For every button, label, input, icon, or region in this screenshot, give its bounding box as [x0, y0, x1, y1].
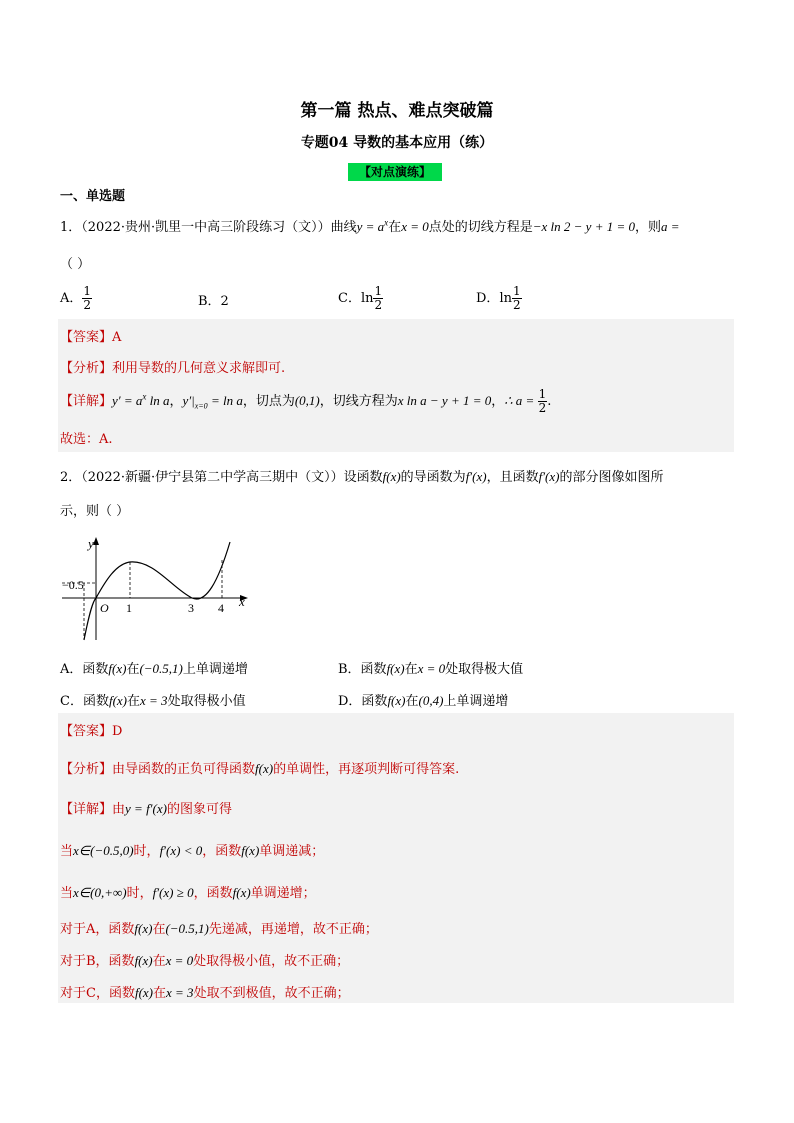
derivative: y′ = a — [112, 393, 143, 408]
q1-stem-text: ，则 — [635, 220, 662, 235]
derivative-at-0: y′| — [182, 393, 195, 408]
fpx: f′(x) — [465, 469, 487, 484]
analysis-tag: 【分析】 — [60, 762, 113, 777]
option-label: C． — [338, 291, 361, 306]
choose-text: 故选：A. — [60, 432, 113, 447]
option-text: A．函数 — [60, 662, 109, 677]
fraction — [373, 285, 383, 312]
interval: x∈(−0.5,0) — [73, 843, 134, 858]
option-text: 在 — [404, 662, 418, 677]
q1-solution-box — [58, 319, 734, 452]
fx: f(x) — [108, 661, 127, 676]
fraction-den: 2 — [538, 401, 547, 415]
detail-text: 当 — [60, 844, 74, 859]
q2-answer — [60, 720, 122, 739]
q1-tangent: −x ln 2 − y + 1 = 0 — [532, 219, 635, 234]
detail-text: 单调递增； — [250, 886, 316, 901]
fx: f(x) — [232, 885, 251, 900]
option-text: 在 — [126, 662, 140, 677]
tangent-line: x ln a − y + 1 = 0 — [397, 393, 492, 408]
fx: f(x) — [108, 693, 127, 708]
q2-analysis — [60, 758, 459, 777]
fraction-num: 1 — [374, 284, 383, 298]
q1-stem-text: 点处的切线方程是 — [428, 220, 533, 235]
conclusion: ∴ a = — [504, 393, 538, 408]
interval: (0,4) — [418, 693, 444, 708]
option-text: D．函数 — [338, 694, 388, 709]
detail-text: ，函数 — [193, 886, 233, 901]
punct: ， — [491, 394, 505, 409]
q2-stem-line2: 示，则（ ） — [60, 504, 130, 519]
q1-answer — [60, 326, 121, 345]
q1-option-d — [476, 285, 522, 312]
q2-detail-line4 — [60, 950, 349, 969]
ln: ln — [360, 291, 374, 306]
detail-text: 当 — [60, 886, 74, 901]
q1-x0: x = 0 — [401, 219, 429, 234]
fraction-num: 1 — [538, 387, 547, 401]
q1-detail — [60, 388, 551, 415]
answer-tag: 【答案】 — [60, 724, 113, 739]
option-label: A． — [60, 291, 83, 306]
detail-text: ，切点为 — [242, 394, 295, 409]
fx: f(x) — [134, 921, 153, 936]
option-label: D． — [476, 291, 500, 306]
analysis-text: 的单调性，再逐项判断可得答案. — [273, 762, 460, 777]
q1-choose — [60, 428, 113, 447]
q2-detail-line5 — [60, 982, 350, 1001]
detail-text: 的图象可得 — [166, 802, 232, 817]
y-axis-arrow — [93, 537, 99, 545]
fx: f(x) — [386, 661, 405, 676]
q2-detail-line2 — [60, 882, 316, 901]
interval: x∈(0,+∞) — [73, 885, 127, 900]
fx: f(x) — [255, 761, 274, 776]
answer-value: D — [112, 724, 123, 739]
q1-formula-sup: x — [384, 217, 389, 228]
analysis-text: 由导函数的正负可得函数 — [112, 762, 256, 777]
tick-label: 4 — [218, 601, 224, 615]
q2-option-d — [338, 690, 508, 709]
q2-stem-text: 的导函数为 — [400, 470, 466, 485]
detail-text: ，切线方程为 — [319, 394, 398, 409]
tick-label: 3 — [188, 601, 194, 615]
fraction — [82, 285, 92, 312]
practice-badge: 【对点演练】 — [348, 163, 442, 181]
detail-text: 单调递减； — [259, 844, 325, 859]
detail-text: 先递减，再递增，故不正确； — [208, 922, 378, 937]
fraction — [538, 388, 548, 415]
q1-stem-text: 1．（2022·贵州·凯里一中高三阶段练习（文））曲线 — [60, 220, 357, 235]
fx: f(x) — [382, 469, 401, 484]
fx: f(x) — [134, 953, 153, 968]
detail-text: 处取不到极值，故不正确； — [193, 986, 350, 1001]
option-text: C．函数 — [60, 694, 109, 709]
x-value: x = 3 — [140, 693, 168, 708]
inequality: f′(x) ≥ 0 — [152, 885, 194, 900]
detail-text: ，函数 — [202, 844, 242, 859]
fpx: f′(x) — [538, 469, 560, 484]
q1-option-c — [338, 285, 383, 312]
detail-text: 时， — [133, 844, 160, 859]
fraction-num: 1 — [83, 284, 92, 298]
punct: . — [547, 394, 552, 409]
q1-paren: （ ） — [60, 257, 91, 272]
detail-text: 在 — [152, 922, 166, 937]
page-title: 第一篇 热点、难点突破篇 — [300, 101, 494, 121]
option-text: B．函数 — [338, 662, 387, 677]
option-text: 处取得极大值 — [445, 662, 524, 677]
derivative-value: = ln a — [207, 393, 243, 408]
option-text: 处取得极小值 — [167, 694, 246, 709]
q1-a: a = — [661, 219, 680, 234]
origin-label: O — [100, 601, 109, 615]
x-value: x = 3 — [166, 985, 194, 1000]
q1-stem — [60, 216, 680, 235]
x-label: x — [239, 594, 245, 609]
fx: f(x) — [387, 693, 406, 708]
tick-label: −0.5 — [62, 578, 84, 592]
x-value: x = 0 — [417, 661, 446, 676]
detail-text: 时， — [126, 886, 153, 901]
tick-label: 1 — [126, 601, 132, 615]
option-text: 在 — [127, 694, 141, 709]
derivative-curve — [84, 542, 230, 640]
q2-stem-text: ，且函数 — [486, 470, 539, 485]
derivative-sub: x=0 — [194, 401, 208, 411]
q2-detail — [60, 798, 232, 817]
option-text: 上单调递增 — [443, 694, 509, 709]
fraction-den: 2 — [374, 298, 383, 312]
q2-option-a — [60, 658, 248, 677]
derivative-ln: ln a — [146, 393, 170, 408]
detail-text: 对于A，函数 — [60, 922, 135, 937]
q2-stem-text: 2．（2022·新疆·伊宁县第二中学高三期中（文））设函数 — [60, 470, 383, 485]
q2-detail-line3 — [60, 918, 378, 937]
fraction-den: 2 — [83, 298, 92, 312]
tangent-point: (0,1) — [294, 393, 320, 408]
q2-option-b — [338, 658, 523, 677]
detail-text: 在 — [153, 986, 167, 1001]
fx: f(x) — [241, 843, 260, 858]
answer-tag: 【答案】 — [60, 330, 113, 345]
q1-formula: y = a — [356, 219, 385, 234]
option-text: 在 — [405, 694, 419, 709]
q1-option-b: B．2 — [198, 294, 229, 309]
analysis-tag: 【分析】 — [60, 361, 113, 376]
page-subtitle: 专题04 导数的基本应用（练） — [300, 135, 494, 151]
detail-formula: y = f′(x) — [125, 801, 167, 816]
fraction — [512, 285, 522, 312]
detail-tag: 【详解】 — [60, 394, 113, 409]
x-value: x = 0 — [165, 953, 194, 968]
detail-text: 对于C，函数 — [60, 986, 135, 1001]
inequality: f′(x) < 0 — [159, 843, 203, 858]
detail-tag: 【详解】 — [60, 802, 113, 817]
q2-detail-line1 — [60, 840, 324, 859]
q1-analysis — [60, 357, 285, 376]
analysis-text: 利用导数的几何意义求解即可. — [112, 361, 286, 376]
fx: f(x) — [134, 985, 153, 1000]
fraction-den: 2 — [512, 298, 521, 312]
q2-option-c — [60, 690, 246, 709]
fraction-num: 1 — [512, 284, 521, 298]
detail-text: 对于B，函数 — [60, 954, 135, 969]
detail-text: 由 — [112, 802, 126, 817]
punct: ， — [169, 394, 183, 409]
interval: (−0.5,1) — [165, 921, 209, 936]
interval: (−0.5,1) — [139, 661, 183, 676]
q2-stem — [60, 466, 664, 485]
ln: ln — [499, 291, 512, 306]
option-text: 上单调递增 — [182, 662, 248, 677]
section-heading: 一、单选题 — [60, 189, 126, 204]
answer-value: A — [112, 330, 122, 345]
detail-text: 在 — [152, 954, 166, 969]
q2-stem-text: 的部分图像如图所 — [559, 470, 664, 485]
detail-text: 处取得极小值，故不正确； — [193, 954, 350, 969]
y-label: y — [88, 536, 94, 551]
q1-option-a — [60, 285, 92, 312]
derivative-graph — [58, 528, 258, 646]
derivative-sup: x — [142, 391, 147, 402]
q1-stem-text: 在 — [388, 220, 402, 235]
